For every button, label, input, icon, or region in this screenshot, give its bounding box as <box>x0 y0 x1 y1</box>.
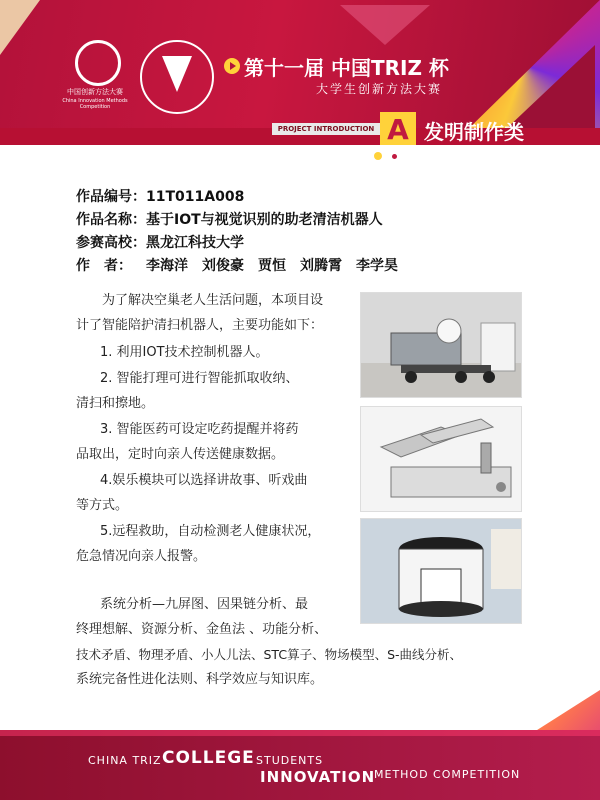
poster-header <box>0 0 600 145</box>
meta-school-label: 参赛高校： <box>76 235 146 251</box>
analysis-line-3: 技术矛盾、物理矛盾、小人儿法、STC算子、物场模型、S-曲线分析、 <box>76 647 463 662</box>
footer-china-triz: CHINA TRIZ <box>88 754 162 767</box>
meta-row-author <box>76 255 398 278</box>
footer-college: COLLEGE <box>162 748 255 768</box>
analysis-line-4: 系统完备性进化法则、科学效应与知识库。 <box>76 672 324 687</box>
feature-item-2b: 清扫和擦地。 <box>76 396 155 411</box>
meta-name-value: 基于IOT与视觉识别的助老清洁机器人 <box>146 212 383 228</box>
footer-innovation: INNOVATION <box>260 768 376 786</box>
meta-author-label <box>76 255 132 278</box>
meta-name-label: 作品名称： <box>76 212 146 228</box>
competition-subtitle: 大学生创新方法大赛 <box>316 82 443 96</box>
triz-v-icon <box>162 56 192 92</box>
decor-triangle-left <box>0 0 40 55</box>
project-meta <box>76 186 398 278</box>
cimc-logo-icon <box>75 40 121 86</box>
meta-id-value: 11T011A008 <box>146 189 245 205</box>
category-title: 发明制作类 <box>424 120 524 144</box>
meta-author-label-1: 作 <box>76 258 90 274</box>
footer-method-competition: METHOD COMPETITION <box>374 768 521 781</box>
feature-item-1: 1. 利用IOT技术控制机器人。 <box>100 345 269 360</box>
play-icon <box>224 58 240 74</box>
intro-line-1 <box>76 288 352 313</box>
intro-text-1: 为了解决空巢老人生活问题，本项目设 <box>102 293 324 308</box>
meta-row-id <box>76 186 398 209</box>
robot-cad-model <box>360 406 522 512</box>
footer-students: STUDENTS <box>256 754 324 767</box>
cimc-logo <box>60 40 130 110</box>
poster-footer <box>0 730 600 800</box>
analysis-line-2: 终理想解、资源分析、金鱼法 、功能分析、 <box>76 622 328 637</box>
meta-row-school <box>76 232 398 255</box>
cimc-logo-sublabel: China Innovation Methods Competition <box>62 98 128 110</box>
medicine-module-photo <box>360 518 522 624</box>
feature-item-2a: 2. 智能打理可进行智能抓取收纳、 <box>100 371 299 386</box>
feature-item-5a: 5.远程救助，自动检测老人健康状况， <box>100 524 321 539</box>
meta-row-name <box>76 209 398 232</box>
category-badge: A <box>380 112 416 145</box>
feature-item-3a: 3. 智能医药可设定吃药提醒并将药 <box>100 422 299 437</box>
feature-item-4a: 4.娱乐模块可以选择讲故事、听戏曲 <box>100 473 308 488</box>
decor-triangle-pink <box>340 5 430 45</box>
competition-title: 第十一届 中国TRIZ 杯 <box>244 56 449 80</box>
triz-cup-logo <box>140 40 214 114</box>
feature-item-5b: 危急情况向亲人报警。 <box>76 549 207 564</box>
intro-line-2: 计了智能陪护清扫机器人，主要功能如下： <box>76 318 324 333</box>
robot-photo <box>360 292 522 398</box>
feature-item-3b: 品取出，定时向亲人传送健康数据。 <box>76 447 285 462</box>
meta-id-label: 作品编号： <box>76 189 146 205</box>
meta-author-value: 李海洋 刘俊豪 贾恒 刘腾霄 李学昊 <box>146 258 398 274</box>
analysis-line-1: 系统分析—九屏图、因果链分析、最 <box>100 597 309 612</box>
project-intro-bar: PROJECT INTRODUCTION <box>272 123 380 135</box>
cimc-logo-label: 中国创新方法大赛 <box>67 88 123 96</box>
decor-dot-yellow <box>374 152 382 160</box>
footer-line <box>0 730 600 736</box>
decor-dot-red <box>392 154 397 159</box>
meta-author-label-2: 者： <box>104 258 132 274</box>
feature-item-4b: 等方式。 <box>76 498 129 513</box>
meta-school-value: 黑龙江科技大学 <box>146 235 244 251</box>
